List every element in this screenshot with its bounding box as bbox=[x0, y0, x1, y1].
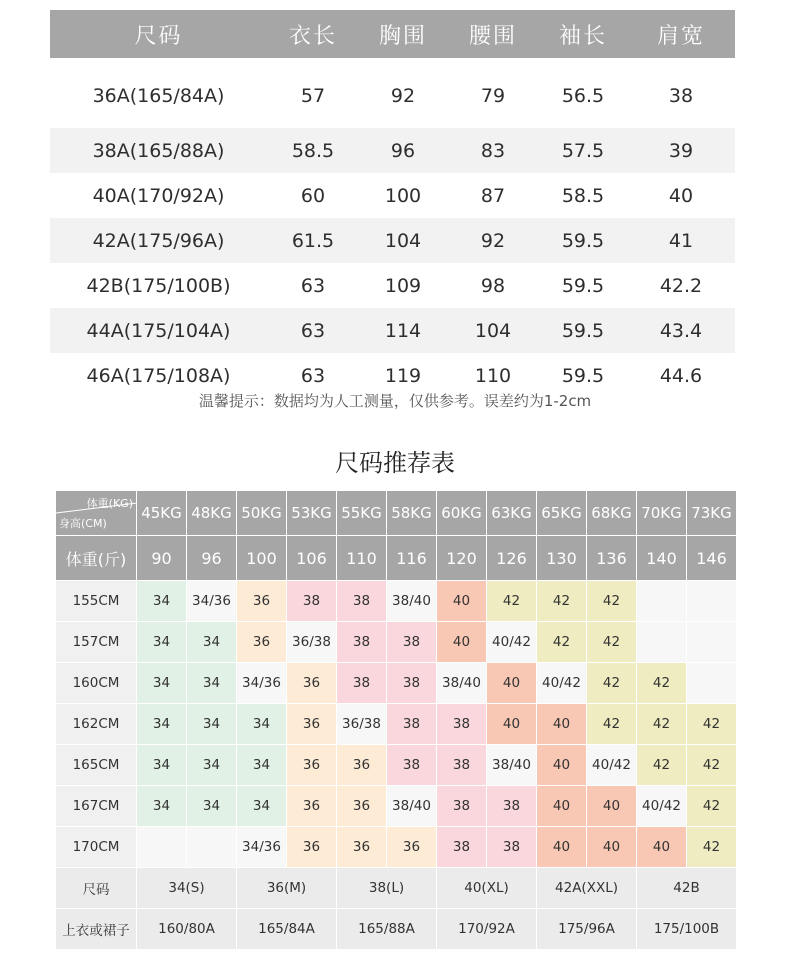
recommend-cell: 38 bbox=[337, 581, 387, 622]
recommend-cell bbox=[687, 663, 737, 704]
jin-label: 体重(斤) bbox=[56, 536, 137, 581]
size-cell: 42A(XXL) bbox=[537, 868, 637, 909]
weight-jin-cell: 96 bbox=[187, 536, 237, 581]
recommend-cell: 42 bbox=[687, 827, 737, 868]
recommend-cell: 40/42 bbox=[537, 663, 587, 704]
size-cell: 38(L) bbox=[337, 868, 437, 909]
recommend-cell: 38 bbox=[287, 581, 337, 622]
weight-jin-cell: 100 bbox=[237, 536, 287, 581]
size-table-row bbox=[50, 58, 735, 128]
size-table-cell: 59.5 bbox=[561, 364, 605, 387]
weight-kg-cell: 65KG bbox=[537, 491, 587, 536]
size-table bbox=[50, 10, 735, 398]
corner-height-label: 身高(CM) bbox=[59, 517, 107, 530]
header-shoulder: 肩宽 bbox=[627, 10, 735, 58]
size-table-cell: 98 bbox=[480, 274, 506, 297]
recommend-cell: 42 bbox=[587, 622, 637, 663]
recommend-cell: 38 bbox=[437, 827, 487, 868]
recommend-cell: 40 bbox=[437, 581, 487, 622]
measurement-tip: 温馨提示：数据均为人工测量，仅供参考。误差约为1-2cm bbox=[198, 392, 592, 410]
recommend-cell: 34 bbox=[137, 786, 187, 827]
recommend-cell: 34 bbox=[187, 786, 237, 827]
size-table-cell: 59.5 bbox=[539, 308, 627, 353]
recommend-cell: 40 bbox=[487, 704, 537, 745]
header-length: 衣长 bbox=[267, 10, 359, 58]
weight-kg-cell: 58KG bbox=[387, 491, 437, 536]
corner-cell bbox=[56, 491, 137, 536]
recommend-cell bbox=[137, 827, 187, 868]
recommend-cell: 40 bbox=[637, 827, 687, 868]
size-table-cell: 104 bbox=[359, 218, 447, 263]
top-spec-cell: 175/100B bbox=[637, 909, 737, 950]
size-cell: 42B bbox=[637, 868, 737, 909]
size-table-cell: 41 bbox=[627, 218, 735, 263]
recommend-cell: 42 bbox=[487, 581, 537, 622]
recommend-cell: 38/40 bbox=[387, 581, 437, 622]
size-table-cell: 79 bbox=[480, 85, 506, 107]
recommend-cell: 42 bbox=[587, 663, 637, 704]
recommend-cell: 38/40 bbox=[437, 663, 487, 704]
size-cell: 40(XL) bbox=[437, 868, 537, 909]
size-table-cell: 63 bbox=[300, 274, 326, 297]
size-table-header bbox=[50, 10, 735, 58]
weight-jin-cell: 136 bbox=[587, 536, 637, 581]
size-table-cell: 100 bbox=[384, 184, 422, 207]
size-table-cell: 60 bbox=[300, 184, 326, 207]
size-table-cell: 58.5 bbox=[267, 128, 359, 173]
recommend-cell: 36 bbox=[287, 786, 337, 827]
height-cell: 170CM bbox=[56, 827, 137, 868]
weight-jin-cell: 110 bbox=[337, 536, 387, 581]
size-table-row bbox=[50, 218, 735, 263]
recommend-row bbox=[56, 786, 737, 827]
weight-kg-cell: 68KG bbox=[587, 491, 637, 536]
recommend-cell: 42 bbox=[637, 704, 687, 745]
recommend-cell: 36 bbox=[287, 704, 337, 745]
size-cell: 34(S) bbox=[137, 868, 237, 909]
recommend-cell: 34 bbox=[137, 663, 187, 704]
size-row bbox=[56, 868, 737, 909]
size-table-cell: 40A(170/92A) bbox=[92, 184, 225, 207]
weight-kg-cell: 45KG bbox=[137, 491, 187, 536]
recommend-row bbox=[56, 704, 737, 745]
recommend-cell bbox=[687, 622, 737, 663]
recommend-cell: 40 bbox=[587, 827, 637, 868]
size-table-cell: 92 bbox=[447, 218, 539, 263]
recommend-cell: 36 bbox=[287, 827, 337, 868]
recommend-cell: 42 bbox=[537, 622, 587, 663]
recommend-cell bbox=[637, 581, 687, 622]
size-table-cell: 43.4 bbox=[627, 308, 735, 353]
size-table-cell: 42B(175/100B) bbox=[86, 274, 231, 297]
top-spec-cell: 175/96A bbox=[537, 909, 637, 950]
recommend-cell: 38 bbox=[387, 745, 437, 786]
recommend-row bbox=[56, 622, 737, 663]
header-sleeve: 袖长 bbox=[539, 10, 627, 58]
recommend-cell: 36/38 bbox=[337, 704, 387, 745]
recommend-cell: 34 bbox=[137, 745, 187, 786]
size-table-cell: 61.5 bbox=[267, 218, 359, 263]
recommend-cell: 40/42 bbox=[587, 745, 637, 786]
recommend-cell: 36 bbox=[237, 622, 287, 663]
weight-kg-cell: 70KG bbox=[637, 491, 687, 536]
recommend-cell: 36 bbox=[337, 827, 387, 868]
recommend-cell: 36 bbox=[237, 581, 287, 622]
corner-weight-label: 体重(KG) bbox=[86, 497, 133, 510]
header-waist: 腰围 bbox=[447, 10, 539, 58]
recommend-cell: 34 bbox=[187, 745, 237, 786]
recommend-cell: 38/40 bbox=[487, 745, 537, 786]
size-table-cell: 58.5 bbox=[561, 184, 605, 207]
weight-kg-cell: 53KG bbox=[287, 491, 337, 536]
height-cell: 157CM bbox=[56, 622, 137, 663]
size-table-row bbox=[50, 128, 735, 173]
size-table-cell: 92 bbox=[390, 85, 416, 107]
size-row-label: 尺码 bbox=[56, 868, 137, 909]
weight-jin-cell: 116 bbox=[387, 536, 437, 581]
size-table-cell: 109 bbox=[384, 274, 422, 297]
recommend-cell: 40 bbox=[437, 622, 487, 663]
size-table-cell: 42A(175/96A) bbox=[50, 218, 267, 263]
recommend-row bbox=[56, 663, 737, 704]
recommend-cell: 38 bbox=[387, 704, 437, 745]
weight-jin-cell: 120 bbox=[437, 536, 487, 581]
size-table-cell: 96 bbox=[359, 128, 447, 173]
height-cell: 167CM bbox=[56, 786, 137, 827]
recommend-cell: 38 bbox=[437, 786, 487, 827]
recommend-cell: 38/40 bbox=[387, 786, 437, 827]
recommend-cell: 36/38 bbox=[287, 622, 337, 663]
top-spec-cell: 160/80A bbox=[137, 909, 237, 950]
size-table-cell: 63 bbox=[300, 364, 326, 387]
recommend-cell: 40 bbox=[587, 786, 637, 827]
size-table-cell: 38 bbox=[668, 85, 694, 107]
recommend-cell: 38 bbox=[487, 786, 537, 827]
recommend-table bbox=[55, 490, 737, 950]
size-table-cell: 40 bbox=[668, 184, 694, 207]
height-cell: 165CM bbox=[56, 745, 137, 786]
weight-jin-row bbox=[56, 536, 737, 581]
recommend-cell: 40 bbox=[537, 704, 587, 745]
weight-jin-cell: 106 bbox=[287, 536, 337, 581]
recommend-cell: 40/42 bbox=[487, 622, 537, 663]
size-table-cell: 46A(175/108A) bbox=[86, 364, 231, 387]
recommend-cell: 42 bbox=[587, 704, 637, 745]
size-table-cell: 44.6 bbox=[659, 364, 703, 387]
size-table-row bbox=[50, 308, 735, 353]
recommend-cell: 34 bbox=[237, 745, 287, 786]
recommend-cell: 36 bbox=[287, 663, 337, 704]
recommend-cell: 42 bbox=[587, 581, 637, 622]
weight-kg-cell: 60KG bbox=[437, 491, 487, 536]
size-table-cell: 44A(175/104A) bbox=[50, 308, 267, 353]
recommend-row bbox=[56, 827, 737, 868]
height-cell: 160CM bbox=[56, 663, 137, 704]
weight-kg-cell: 50KG bbox=[237, 491, 287, 536]
recommend-cell: 38 bbox=[437, 704, 487, 745]
weight-kg-cell: 63KG bbox=[487, 491, 537, 536]
recommend-cell bbox=[687, 581, 737, 622]
recommend-cell: 34 bbox=[137, 622, 187, 663]
top-spec-row bbox=[56, 909, 737, 950]
weight-jin-cell: 126 bbox=[487, 536, 537, 581]
size-table-row bbox=[50, 173, 735, 218]
recommend-cell: 34 bbox=[237, 704, 287, 745]
recommend-cell: 34/36 bbox=[187, 581, 237, 622]
size-table-cell: 110 bbox=[474, 364, 512, 387]
size-table-cell: 114 bbox=[359, 308, 447, 353]
header-chest: 胸围 bbox=[359, 10, 447, 58]
recommend-cell: 40 bbox=[487, 663, 537, 704]
recommend-cell: 34 bbox=[187, 663, 237, 704]
size-table-cell: 57 bbox=[300, 85, 326, 107]
size-table-cell: 59.5 bbox=[561, 274, 605, 297]
recommend-cell: 36 bbox=[337, 786, 387, 827]
size-table-cell: 119 bbox=[384, 364, 422, 387]
top-spec-label: 上衣或裙子 bbox=[56, 909, 137, 950]
size-table-cell: 42.2 bbox=[659, 274, 703, 297]
weight-kg-cell: 55KG bbox=[337, 491, 387, 536]
recommend-cell bbox=[187, 827, 237, 868]
size-cell: 36(M) bbox=[237, 868, 337, 909]
recommend-cell: 38 bbox=[337, 663, 387, 704]
recommend-cell: 42 bbox=[687, 786, 737, 827]
recommend-cell: 36 bbox=[287, 745, 337, 786]
recommend-cell: 38 bbox=[337, 622, 387, 663]
size-table-cell: 36A(165/84A) bbox=[92, 85, 225, 107]
recommend-cell: 34 bbox=[137, 704, 187, 745]
top-spec-cell: 165/84A bbox=[237, 909, 337, 950]
recommend-cell: 34/36 bbox=[237, 827, 287, 868]
recommend-cell: 38 bbox=[487, 827, 537, 868]
size-table-cell: 39 bbox=[627, 128, 735, 173]
weight-jin-cell: 90 bbox=[137, 536, 187, 581]
size-table-cell: 59.5 bbox=[539, 218, 627, 263]
size-table-cell: 83 bbox=[447, 128, 539, 173]
recommend-cell: 34 bbox=[187, 704, 237, 745]
recommend-cell: 36 bbox=[387, 827, 437, 868]
recommend-title: 尺码推荐表 bbox=[335, 449, 455, 477]
recommend-row bbox=[56, 581, 737, 622]
weight-jin-cell: 140 bbox=[637, 536, 687, 581]
recommend-cell: 34/36 bbox=[237, 663, 287, 704]
weight-kg-cell: 73KG bbox=[687, 491, 737, 536]
recommend-cell bbox=[637, 622, 687, 663]
recommend-cell: 34 bbox=[237, 786, 287, 827]
size-table-cell: 57.5 bbox=[539, 128, 627, 173]
recommend-cell: 36 bbox=[337, 745, 387, 786]
recommend-cell: 34 bbox=[187, 622, 237, 663]
size-table-cell: 63 bbox=[267, 308, 359, 353]
recommend-cell: 40 bbox=[537, 786, 587, 827]
header-size: 尺码 bbox=[50, 10, 267, 58]
size-table-row bbox=[50, 263, 735, 308]
recommend-cell: 40 bbox=[537, 745, 587, 786]
recommend-cell: 40/42 bbox=[637, 786, 687, 827]
height-cell: 155CM bbox=[56, 581, 137, 622]
recommend-cell: 42 bbox=[687, 745, 737, 786]
weight-jin-cell: 130 bbox=[537, 536, 587, 581]
height-cell: 162CM bbox=[56, 704, 137, 745]
recommend-cell: 38 bbox=[437, 745, 487, 786]
size-table-cell: 87 bbox=[480, 184, 506, 207]
recommend-cell: 42 bbox=[537, 581, 587, 622]
recommend-cell: 38 bbox=[387, 622, 437, 663]
size-table-cell: 56.5 bbox=[561, 85, 605, 107]
size-table-cell: 38A(165/88A) bbox=[50, 128, 267, 173]
size-table-cell: 104 bbox=[447, 308, 539, 353]
recommend-cell: 42 bbox=[637, 745, 687, 786]
recommend-cell: 38 bbox=[387, 663, 437, 704]
top-spec-cell: 165/88A bbox=[337, 909, 437, 950]
weight-kg-cell: 48KG bbox=[187, 491, 237, 536]
recommend-cell: 40 bbox=[537, 827, 587, 868]
weight-kg-row bbox=[56, 491, 737, 536]
recommend-row bbox=[56, 745, 737, 786]
top-spec-cell: 170/92A bbox=[437, 909, 537, 950]
recommend-cell: 34 bbox=[137, 581, 187, 622]
recommend-cell: 42 bbox=[687, 704, 737, 745]
recommend-cell: 42 bbox=[637, 663, 687, 704]
weight-jin-cell: 146 bbox=[687, 536, 737, 581]
